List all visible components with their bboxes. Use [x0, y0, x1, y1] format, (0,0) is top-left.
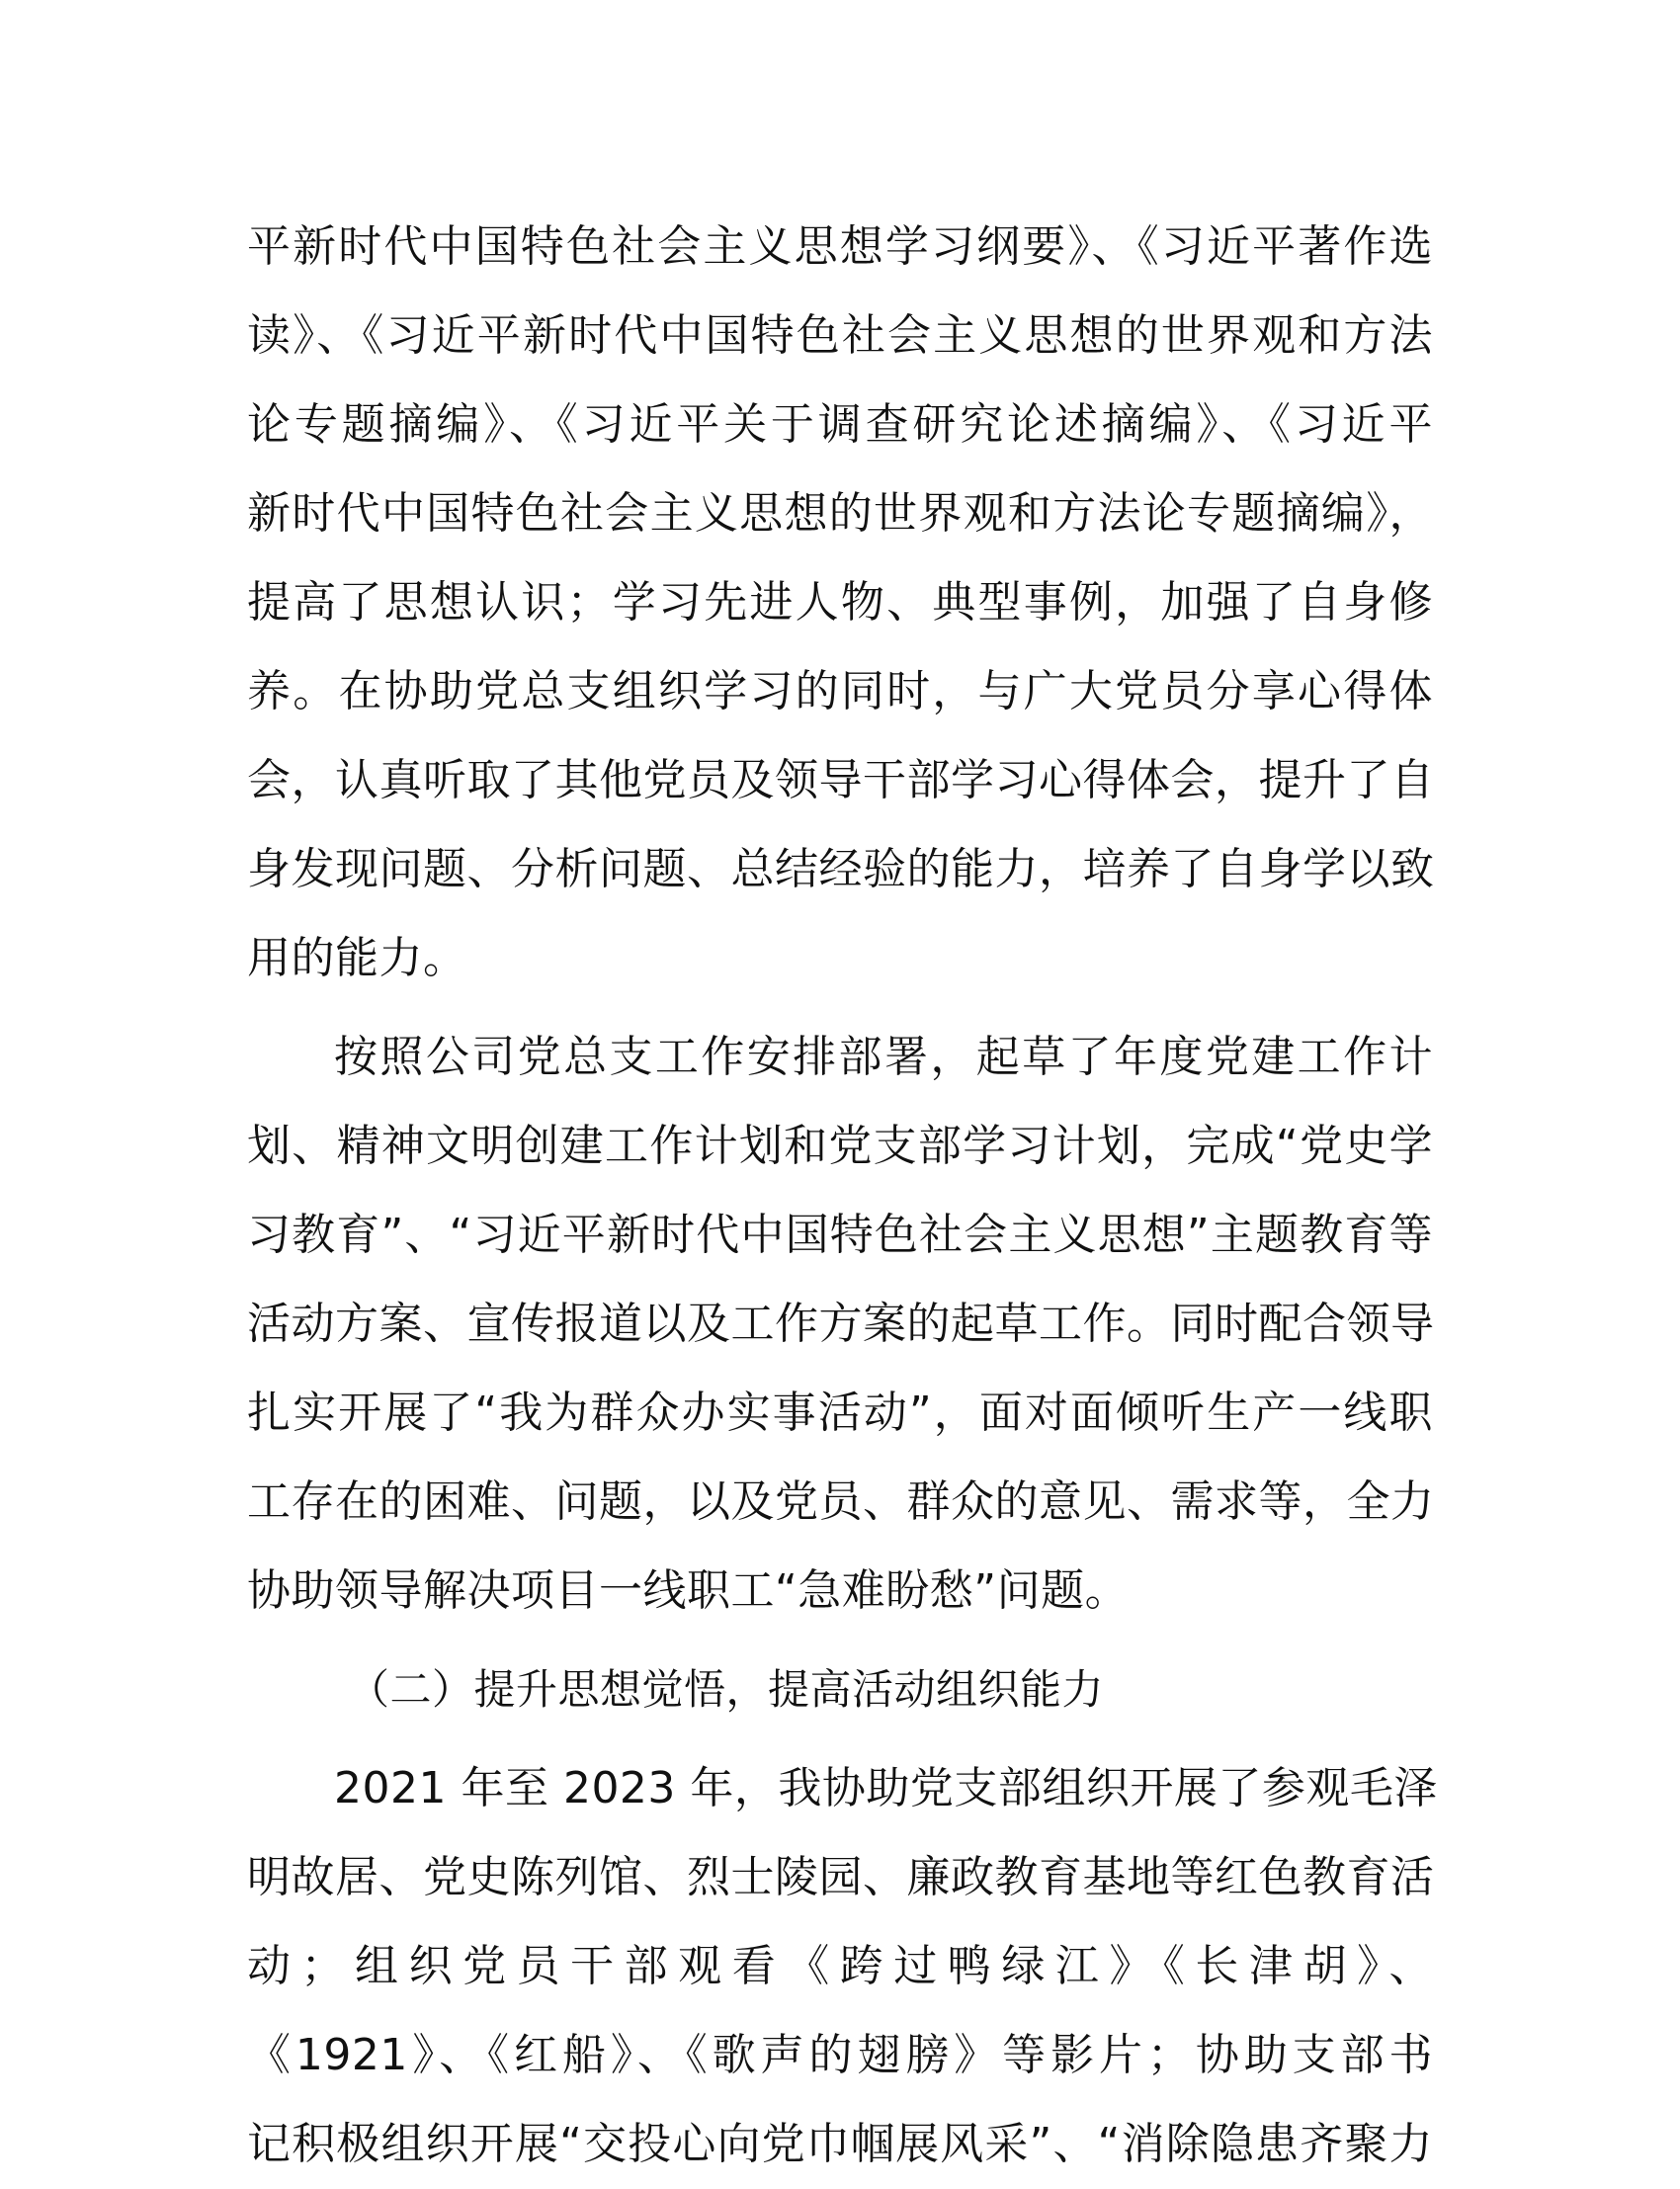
section-heading-block [247, 1645, 1433, 1734]
text-line: 养。在协助党总支组织学习的同时，与广大党员分享心得体 [247, 666, 1433, 716]
text-line: 会，认真听取了其他党员及领导干部学习心得体会，提升了自 [247, 755, 1435, 805]
text-line: 平新时代中国特色社会主义思想学习纲要》、《习近平著作选 [247, 221, 1433, 272]
text-line: 划、精神文明创建工作计划和党支部学习计划，完成“党史学 [247, 1121, 1433, 1171]
paragraph-activities [247, 1744, 1438, 2189]
text-line: 《1921》、《红船》、《歌声的翅膀》等影片；协助支部书 [247, 2030, 1433, 2080]
text-line: 记积极组织开展“交投心向党巾帼展风采”、“消除隐患齐聚力 [247, 2119, 1433, 2169]
paragraph-work-plans [247, 1013, 1433, 1636]
section-heading: （二）提升思想觉悟，提高活动组织能力 [348, 1665, 1105, 1714]
text-line: 动；组织党员干部观看《跨过鸭绿江》《长津胡》、 [247, 1941, 1433, 1991]
text-line: 按照公司党总支工作安排部署，起草了年度党建工作计 [334, 1032, 1433, 1082]
document-page [247, 203, 1438, 2189]
text-line: 论专题摘编》、《习近平关于调查研究论述摘编》、《习近平 [247, 399, 1433, 450]
text-line: 新时代中国特色社会主义思想的世界观和方法论专题摘编》， [247, 488, 1433, 539]
text-line: 协助领导解决项目一线职工“急难盼愁”问题。 [247, 1565, 1130, 1616]
text-line: 习教育”、“习近平新时代中国特色社会主义思想”主题教育等 [247, 1210, 1433, 1260]
text-line: 用的能力。 [247, 933, 467, 983]
text-line: 明故居、党史陈列馆、烈士陵园、廉政教育基地等红色教育活 [247, 1852, 1435, 1902]
text-line: 活动方案、宣传报道以及工作方案的起草工作。同时配合领导 [247, 1299, 1435, 1349]
text-line: 读》、《习近平新时代中国特色社会主义思想的世界观和方法 [247, 310, 1433, 361]
paragraph-study-materials [247, 203, 1433, 1003]
text-line: 工存在的困难、问题，以及党员、群众的意见、需求等，全力 [247, 1476, 1435, 1527]
text-line: 提高了思想认识；学习先进人物、典型事例，加强了自身修 [247, 577, 1433, 628]
text-line: 身发现问题、分析问题、总结经验的能力，培养了自身学以致 [247, 844, 1435, 894]
text-line: 2021 年至 2023 年，我协助党支部组织开展了参观毛泽 [334, 1763, 1438, 1813]
text-line: 扎实开展了“我为群众办实事活动”，面对面倾听生产一线职 [247, 1388, 1433, 1438]
